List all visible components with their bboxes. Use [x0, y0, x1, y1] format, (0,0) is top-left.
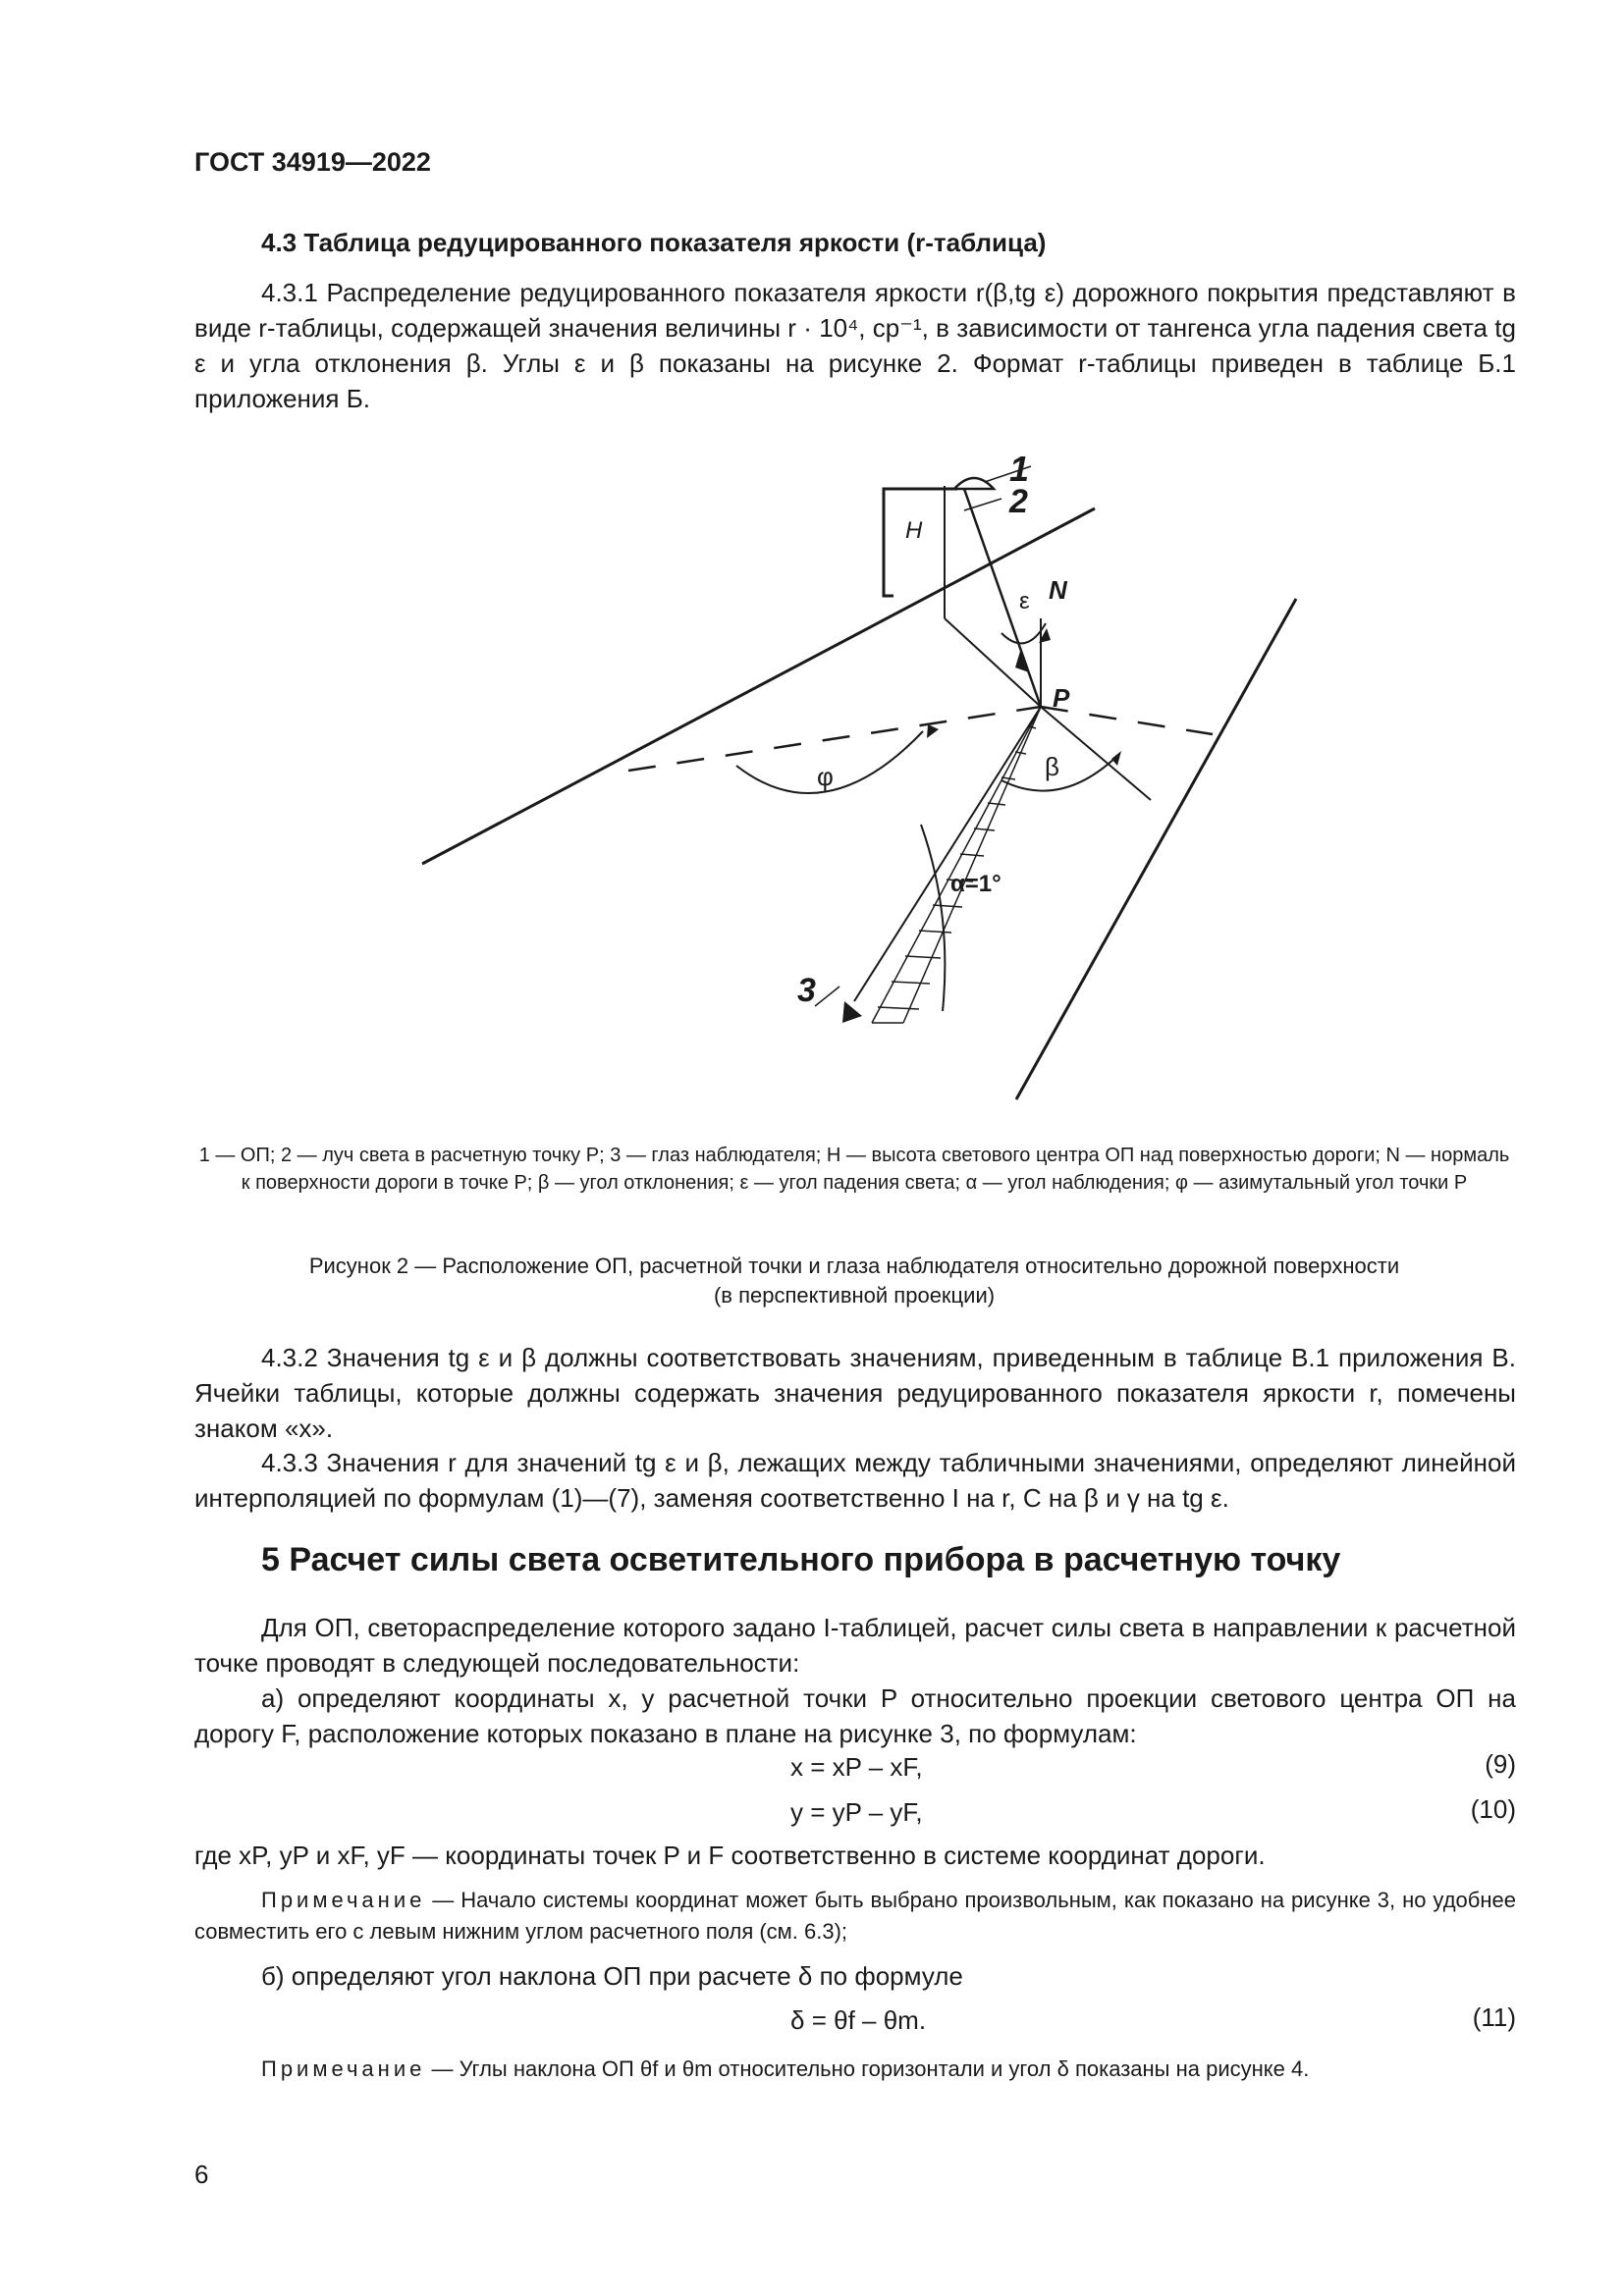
- epsilon-arc: [1001, 623, 1046, 643]
- observer-line: [854, 707, 1041, 1001]
- formula-9-number: (9): [1485, 1749, 1516, 1779]
- label-3: 3: [797, 972, 816, 1009]
- section-5-heading: 5 Расчет силы света осветительного прибора в расчетную точку: [261, 1541, 1341, 1578]
- paragraph-4-3-1: 4.3.1 Распределение редуцированного показателя яркости r(β,tg ε) дорожного покрытия представляют в виде r-таблицы, содержащей значения величины r · 10⁴, ср⁻¹, в зависимости от тангенса угла падения света tg ε и угла отклонения β. Углы ε и β показаны на рисунке 2. Формат r-таблицы приведен в таблице Б.1 приложения Б.: [194, 278, 1516, 413]
- figure-caption: [196, 1252, 1512, 1310]
- figure-legend: 1 — ОП; 2 — луч света в расчетную точку P; 3 — глаз наблюдателя; H — высота светового центра ОП над поверхностью дороги; N — нормаль к поверхности дороги в точке P; β — угол отклонения; ε — угол падения света; α — угол наблюдения; φ — азимутальный угол точки P: [198, 1145, 1510, 1194]
- note-1-label: Примечание: [261, 1888, 426, 1912]
- item-b: б) определяют угол наклона ОП при расчете δ по формуле: [261, 1961, 963, 1991]
- section-4-3-heading: 4.3 Таблица редуцированного показателя яркости (r-таблица): [261, 228, 1047, 257]
- figure-2-diagram: [393, 422, 1316, 1129]
- eye-icon: [842, 1001, 862, 1023]
- luminaire-icon: [954, 478, 994, 489]
- road-edge-right: [1016, 599, 1296, 1099]
- label-phi: φ: [817, 762, 834, 791]
- paragraph-4-3-3: 4.3.3 Значения r для значений tg ε и β, лежащих между табличными значениями, определяют линейной интерполяцией по формулам (1)—(7), заменяя соответственно I на r, C на β и γ на tg ε.: [194, 1448, 1516, 1513]
- figure-caption-line-1: Рисунок 2 — Расположение ОП, расчетной точки и глаза наблюдателя относительно дорожной поверхности: [308, 1254, 1400, 1278]
- label-epsilon: ε: [1019, 588, 1030, 614]
- document-code: ГОСТ 34919—2022: [194, 147, 431, 177]
- formula-11: δ = θf – θm.: [790, 2005, 927, 2035]
- dashed-line-left: [628, 707, 1041, 771]
- note-2: [194, 2054, 1516, 2085]
- road-edge-left: [422, 508, 1095, 864]
- beta-arc: [1001, 756, 1117, 791]
- item-a: а) определяют координаты x, y расчетной точки P относительно проекции светового центра ОП на дорогу F, расположение которых показано в плане на рисунке 3, по формулам:: [194, 1683, 1516, 1748]
- section-5-intro: Для ОП, светораспределение которого задано I-таблицей, расчет силы света в направлении к расчетной точке проводят в следующей последовательности:: [194, 1613, 1516, 1678]
- where-clause: где xP, yP и xF, yF — координаты точек P и F соответственно в системе координат дороги.: [194, 1841, 1266, 1870]
- label-2: 2: [1009, 483, 1028, 520]
- note-2-text: — Углы наклона ОП θf и θm относительно горизонтали и угол δ показаны на рисунке 4.: [425, 2056, 1310, 2081]
- formula-10-number: (10): [1470, 1794, 1516, 1824]
- page-number: 6: [194, 2160, 209, 2189]
- note-2-label: Примечание: [261, 2056, 426, 2081]
- formula-10: y = yP – yF,: [790, 1797, 923, 1827]
- figure-caption-line-2: (в перспективной проекции): [713, 1283, 996, 1308]
- label-h: H: [905, 517, 923, 544]
- label-alpha: α=1°: [950, 871, 1001, 897]
- paragraph-4-3-2: 4.3.2 Значения tg ε и β должны соответствовать значениям, приведенным в таблице В.1 приложения В. Ячейки таблицы, которые должны содержать значения редуцированного показателя яркости r, помечены знаком «х».: [194, 1343, 1516, 1443]
- label-n: N: [1049, 575, 1067, 605]
- label-beta: β: [1045, 752, 1059, 781]
- formula-11-number: (11): [1472, 2002, 1516, 2032]
- formula-9: x = xP – xF,: [790, 1752, 923, 1782]
- note-1: [194, 1885, 1516, 1948]
- label-p: P: [1053, 683, 1070, 713]
- label-1: 1: [1009, 449, 1030, 489]
- observation-cone: [872, 707, 1041, 1023]
- note-1-text: — Начало системы координат может быть выбрано произвольным, как показано на рисунке 3, но удобнее совместить его с левым нижним углом расчетного поля (см. 6.3);: [194, 1888, 1516, 1944]
